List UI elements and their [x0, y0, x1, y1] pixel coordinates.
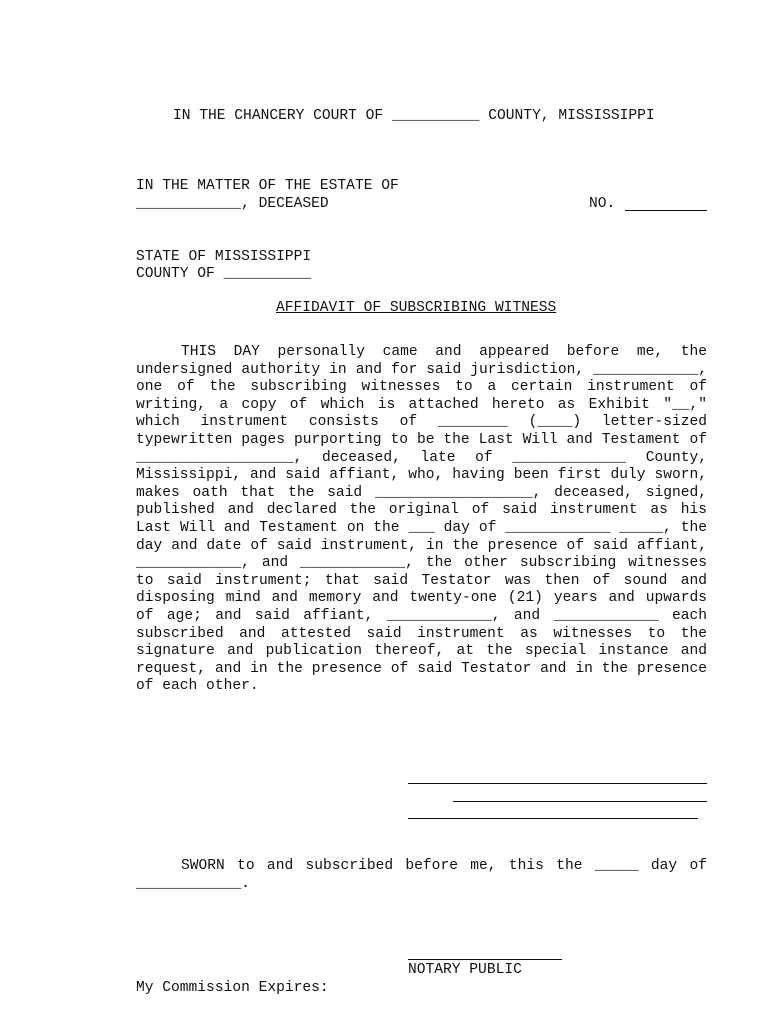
estate-caption-line-2: ____________, DECEASED [136, 196, 329, 212]
estate-caption-line-1: IN THE MATTER OF THE ESTATE OF [136, 178, 399, 194]
signature-line-3 [408, 818, 698, 819]
case-number-label: NO. [589, 196, 616, 212]
sworn-statement: SWORN to and subscribed before me, this the _____ day of ____________. [136, 858, 707, 892]
notary-public-label: NOTARY PUBLIC [408, 962, 522, 978]
affidavit-body-paragraph: THIS DAY personally came and appeared before me, the undersigned authority in and for said jurisdiction, ____________, one of the subscribing witnesses to a certain instrument of writing, a copy of which is attached hereto as Exhibit "__," which instrument consists of ________ (____) letter-sized typewritten pages purporting to be the Last Will and Testament of __________________, deceased, late of _____________ County, Mississippi, and said affiant, who, having been first duly sworn, makes oath that the said __________________, deceased, signed, published and declared the original of said instrument as his Last Will and Testament on the ___ day of ____________ _____, the day and date of said instrument, in the presence of said affiant, ____________, and ____________, the other subscribing witnesses to said instrument; that said Testator was then of sound and disposing mind and memory and twenty-one (21) years and upwards of age; and said affiant, ____________, and ____________ each subscribed and attested said instrument as witnesses to the signature and publication thereof, at the special instance and request, and in the presence of said Testator and in the presence of each other. [136, 344, 707, 695]
signature-line-1 [408, 783, 707, 784]
commission-expires-label: My Commission Expires: [136, 980, 329, 996]
document-title: AFFIDAVIT OF SUBSCRIBING WITNESS [276, 300, 557, 316]
venue-state: STATE OF MISSISSIPPI [136, 249, 312, 265]
court-title: IN THE CHANCERY COURT OF __________ COUNTY, MISSISSIPPI [173, 108, 655, 124]
notary-signature-line [408, 959, 562, 960]
case-number-blank-line [625, 210, 707, 211]
signature-line-2 [453, 801, 707, 802]
venue-county: COUNTY OF __________ [136, 266, 312, 282]
